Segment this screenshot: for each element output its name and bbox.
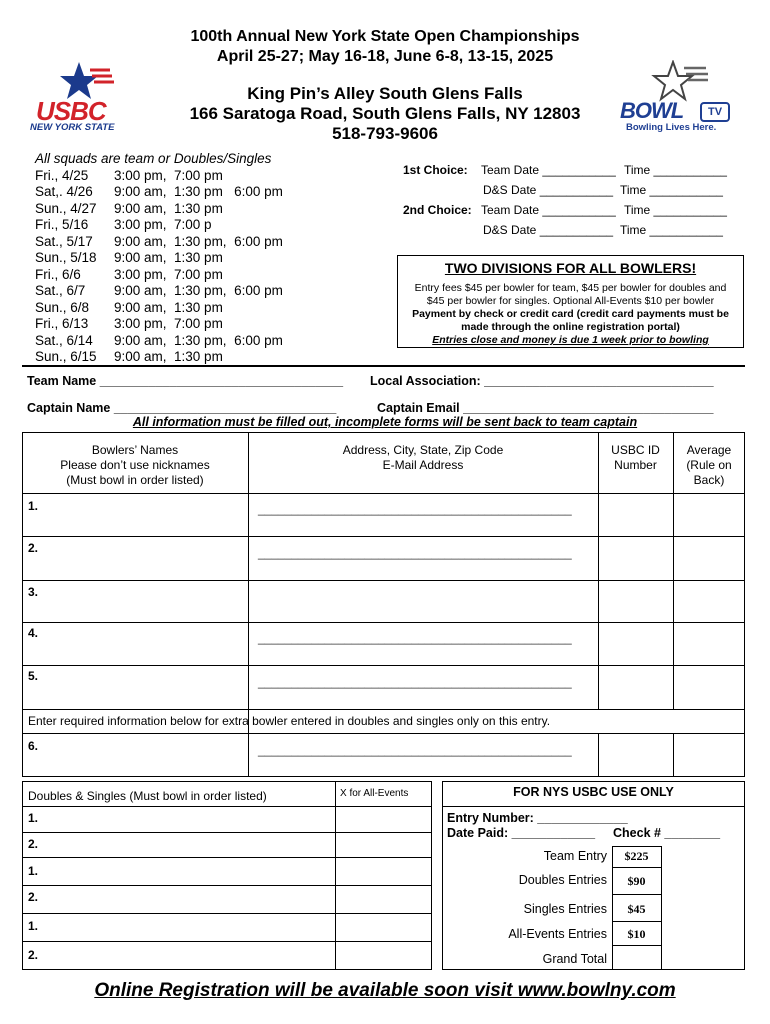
schedule-row: Fri., 4/25 3:00 pm, 7:00 pm bbox=[35, 167, 223, 183]
event-title: 100th Annual New York State Open Championships bbox=[190, 28, 580, 45]
venue-address: 166 Saratoga Road, South Glens Falls, NY 12803 bbox=[189, 104, 581, 123]
bowler-address-field[interactable]: _______________________________________________ bbox=[258, 743, 572, 757]
fee-divider bbox=[661, 846, 662, 970]
usbc-wordmark: USBC bbox=[36, 96, 106, 126]
schedule-row: Sun., 6/15 9:00 am, 1:30 pm bbox=[35, 349, 223, 364]
bowler-row-number: 5. bbox=[28, 669, 39, 683]
fee-label: All-Events Entries bbox=[508, 927, 607, 941]
table-row-line bbox=[22, 832, 432, 833]
bowler-row-number: 4. bbox=[28, 626, 39, 640]
schedule-row: Sun., 4/27 9:00 am, 1:30 pm bbox=[35, 200, 223, 216]
table-row-line bbox=[22, 806, 432, 807]
bowler-row-number: 6. bbox=[28, 739, 39, 753]
first-choice-team-date[interactable]: Team Date ___________ bbox=[481, 163, 616, 177]
fee-amount: $10 bbox=[627, 927, 646, 941]
bowler-address-field[interactable]: _______________________________________________ bbox=[258, 675, 572, 689]
divisions-fee-line: Entry fees $45 per bowler for team, $45 per bowler for doubles and bbox=[414, 282, 727, 294]
second-choice-team-date[interactable]: Team Date ___________ bbox=[481, 203, 616, 217]
divisions-fee-line: $45 per bowler for singles. Optional All-Events $10 per bowler bbox=[426, 295, 715, 307]
check-number-field[interactable]: Check # ________ bbox=[613, 826, 721, 840]
first-choice-label: 1st Choice: bbox=[403, 163, 468, 177]
col-average: Average (Rule on Back) bbox=[686, 443, 732, 487]
bowler-row-number: 2. bbox=[28, 541, 39, 555]
ds-row-number: 1. bbox=[28, 811, 39, 825]
schedule-row: Sat., 5/17 9:00 am, 1:30 pm, 6:00 pm bbox=[35, 233, 283, 249]
table-divider bbox=[598, 733, 599, 777]
table-row-line bbox=[22, 536, 745, 537]
fee-label: Singles Entries bbox=[523, 902, 607, 916]
second-choice-ds-time[interactable]: Time ___________ bbox=[620, 223, 723, 237]
office-use-title: FOR NYS USBC USE ONLY bbox=[513, 785, 674, 799]
doubles-singles-header: Doubles & Singles (Must bowl in order listed) bbox=[28, 789, 267, 803]
bowltv-wordmark: BOWL bbox=[620, 98, 684, 123]
bowler-row-number: 3. bbox=[28, 585, 39, 599]
squad-schedule bbox=[35, 151, 283, 366]
bowltv-logo bbox=[618, 60, 733, 135]
team-name-field[interactable]: Team Name ___________________________________ bbox=[27, 374, 344, 388]
table-divider bbox=[673, 733, 674, 777]
col-address: Address, City, State, Zip Code E-Mail Address bbox=[342, 443, 504, 472]
fee-amount: $225 bbox=[624, 849, 649, 863]
bowltv-tv-badge: TV bbox=[700, 102, 730, 122]
schedule-row: Fri., 6/13 3:00 pm, 7:00 pm bbox=[35, 316, 223, 331]
table-row-line bbox=[22, 493, 745, 494]
venue-phone: 518-793-9606 bbox=[332, 124, 438, 143]
ds-row-number: 1. bbox=[28, 864, 39, 878]
col-bowler-names: Bowlers’ Names Please don’t use nicknames (Must bowl in order listed) bbox=[60, 443, 210, 487]
bowler-address-field[interactable]: _______________________________________________ bbox=[258, 546, 572, 560]
schedule-row: Sun., 6/8 9:00 am, 1:30 pm bbox=[35, 299, 223, 315]
schedule-row: Sat., 6/7 9:00 am, 1:30 pm, 6:00 pm bbox=[35, 283, 283, 298]
table-row-line bbox=[22, 857, 432, 858]
ds-row-number: 1. bbox=[28, 919, 39, 933]
captain-name-field[interactable]: Captain Name ________________________________ bbox=[27, 401, 337, 415]
fee-amount: $90 bbox=[627, 874, 646, 888]
online-registration-note: Online Registration will be available soon visit www.bowlny.com bbox=[94, 980, 676, 1001]
divisions-payment-line: Payment by check or credit card (credit card payments must be bbox=[412, 308, 729, 320]
usbc-logo bbox=[30, 60, 145, 135]
date-paid-field[interactable]: Date Paid: ____________ bbox=[447, 826, 596, 840]
extra-bowler-note: Enter required information below for extra bowler entered in doubles and singles only on this entry. bbox=[28, 714, 551, 728]
ds-row-number: 2. bbox=[28, 837, 39, 851]
fee-line bbox=[612, 921, 661, 922]
fee-line bbox=[612, 894, 661, 895]
fee-line bbox=[612, 867, 661, 868]
incomplete-warning: All information must be filled out, incomplete forms will be sent back to team captain bbox=[132, 415, 638, 429]
schedule-intro: All squads are team or Doubles/Singles bbox=[35, 151, 272, 166]
col-usbc-id: USBC ID Number bbox=[611, 443, 660, 472]
table-row-line bbox=[22, 622, 745, 623]
divisions-box bbox=[397, 255, 744, 348]
table-row-line bbox=[22, 913, 432, 914]
schedule-row: Sun., 5/18 9:00 am, 1:30 pm bbox=[35, 250, 223, 265]
table-row-line bbox=[22, 733, 745, 734]
team-section-divider bbox=[22, 365, 745, 367]
fee-label: Grand Total bbox=[542, 952, 607, 966]
first-choice-ds-date[interactable]: D&S Date ___________ bbox=[483, 183, 614, 197]
fee-label: Doubles Entries bbox=[518, 873, 607, 887]
table-row-line bbox=[22, 665, 745, 666]
table-row-line bbox=[22, 941, 432, 942]
fee-line bbox=[612, 846, 661, 847]
usbc-subtext: NEW YORK STATE bbox=[30, 122, 115, 133]
bowler-row-number: 1. bbox=[28, 499, 39, 513]
table-row-line bbox=[22, 885, 432, 886]
divisions-payment-line: made through the online registration portal) bbox=[461, 321, 680, 333]
fee-line bbox=[612, 945, 661, 946]
second-choice-ds-date[interactable]: D&S Date ___________ bbox=[483, 223, 614, 237]
all-events-header: X for All-Events bbox=[340, 788, 409, 799]
local-association-field[interactable]: Local Association: _________________________________ bbox=[370, 374, 714, 388]
entry-number-field[interactable]: Entry Number: _____________ bbox=[447, 811, 628, 825]
fee-label: Team Entry bbox=[543, 849, 607, 863]
schedule-row: Fri., 6/6 3:00 pm, 7:00 pm bbox=[35, 266, 223, 282]
schedule-row: Sat,. 4/26 9:00 am, 1:30 pm 6:00 pm bbox=[35, 184, 283, 199]
bowltv-tagline: Bowling Lives Here. bbox=[626, 122, 717, 133]
bowler-address-field[interactable]: _______________________________________________ bbox=[258, 631, 572, 645]
fee-amount: $45 bbox=[627, 902, 646, 916]
table-divider bbox=[598, 432, 599, 710]
schedule-row: Fri., 5/16 3:00 pm, 7:00 p bbox=[35, 217, 212, 232]
venue-name: King Pin’s Alley South Glens Falls bbox=[247, 84, 523, 103]
first-choice-team-time[interactable]: Time ___________ bbox=[624, 163, 727, 177]
second-choice-label: 2nd Choice: bbox=[403, 203, 472, 217]
bowler-address-field[interactable]: _______________________________________________ bbox=[258, 502, 572, 516]
second-choice-team-time[interactable]: Time ___________ bbox=[624, 203, 727, 217]
captain-email-field[interactable]: Captain Email ____________________________________ bbox=[377, 401, 714, 415]
schedule-row: Sat., 6/14 9:00 am, 1:30 pm, 6:00 pm bbox=[35, 332, 283, 348]
ds-row-number: 2. bbox=[28, 948, 39, 962]
office-divider bbox=[442, 806, 745, 807]
first-choice-ds-time[interactable]: Time ___________ bbox=[620, 183, 723, 197]
table-row-line bbox=[22, 580, 745, 581]
ds-row-number: 2. bbox=[28, 890, 39, 904]
divisions-deadline: Entries close and money is due 1 week prior to bowling bbox=[432, 334, 709, 346]
event-dates: April 25-27; May 16-18, June 6-8, 13-15, 2025 bbox=[216, 48, 554, 65]
table-row-line bbox=[22, 709, 745, 710]
divisions-title: TWO DIVISIONS FOR ALL BOWLERS! bbox=[444, 260, 697, 276]
